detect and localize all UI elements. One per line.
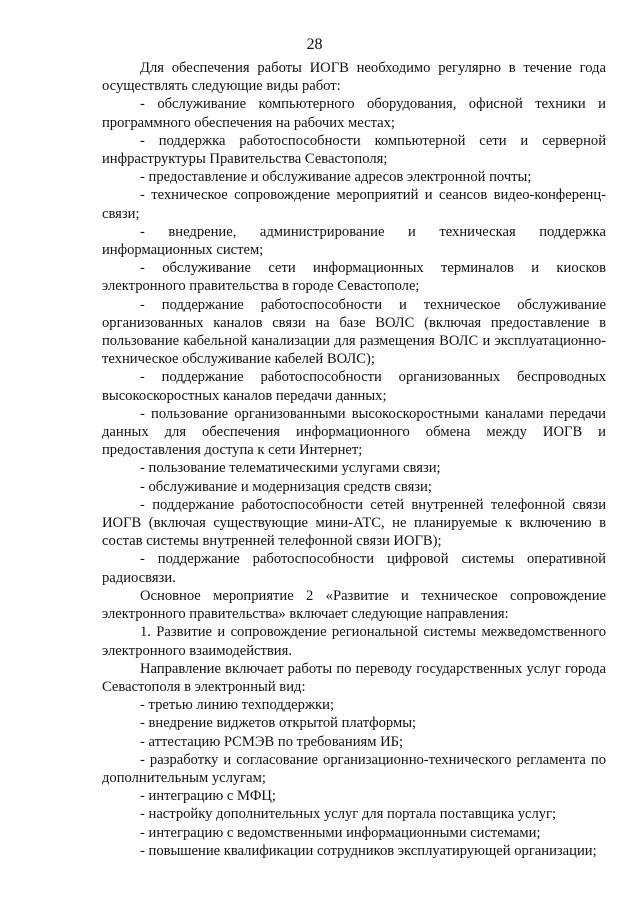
numbered-item: 1. Развитие и сопровождение региональной системы межведомственного электронного взаимодействия.	[102, 624, 606, 659]
list-item: - предоставление и обслуживание адресов электронной почты;	[140, 169, 532, 186]
list-item: - поддержка работоспособности компьютерной сети и серверной инфраструктуры Правительства Севастополя;	[102, 132, 606, 168]
list-item: - пользование организованными высокоскоростными каналами передачи данных для обеспечения информационного обмена между ИОГВ и предоставления доступа к сети Интернет;	[102, 405, 606, 459]
list-item: - аттестацию РСМЭВ по требованиям ИБ;	[140, 733, 404, 750]
list-item: - обслуживание и модернизация средств связи;	[140, 478, 432, 495]
paragraph-main-activity: Основное мероприятие 2 «Развитие и техническое сопровождение электронного правительства» включает следующие направления:	[102, 587, 606, 623]
list-item: - третью линию техподдержки;	[140, 697, 334, 714]
list-item: - обслуживание сети информационных терминалов и киосков электронного правительства в городе Севастополе;	[102, 260, 606, 295]
list-item: - поддержание работоспособности сетей внутренней телефонной связи ИОГВ (включая существующие мини-АТС, не планируемые к включению в состав системы внутренней телефонной связи ИОГВ);	[102, 496, 606, 550]
list-item: - техническое сопровождение мероприятий и сеансов видео-конференц-связи;	[102, 187, 606, 222]
list-item: - интеграцию с МФЦ;	[140, 788, 276, 805]
paragraph-direction: Направление включает работы по переводу государственных услуг города Севастополя в электронный вид:	[102, 660, 606, 695]
document-body	[102, 59, 606, 860]
list-item: - внедрение, администрирование и техническая поддержка информационных систем;	[102, 223, 606, 259]
list-item: - повышение квалификации сотрудников эксплуатирующей организации;	[140, 842, 597, 859]
list-item: - настройку дополнительных услуг для портала поставщика услуг;	[140, 806, 557, 823]
page-number: 28	[306, 36, 323, 53]
list-item: - интеграцию с ведомственными информационными системами;	[140, 824, 541, 841]
paragraph-intro: Для обеспечения работы ИОГВ необходимо регулярно в течение года осуществлять следующие виды работ:	[102, 60, 606, 95]
list-item: - обслуживание компьютерного оборудования, офисной техники и программного обеспечения на рабочих местах;	[102, 96, 606, 131]
list-item: - поддержание работоспособности цифровой системы оперативной радиосвязи.	[102, 551, 606, 586]
list-item: - разработку и согласование организационно-технического регламента по дополнительным услугам;	[102, 751, 606, 786]
list-item: - поддержание работоспособности организованных беспроводных высокоскоростных каналов передачи данных;	[102, 369, 606, 404]
list-item: - поддержание работоспособности и техническое обслуживание организованных каналов связи на базе ВОЛС (включая предоставление в пользование кабельной канализации для размещения ВОЛС и эксплуатационно-техническое обслуживание кабелей ВОЛС);	[102, 296, 606, 368]
list-item: - пользование телематическими услугами связи;	[140, 460, 441, 477]
list-item: - внедрение виджетов открытой платформы;	[140, 715, 417, 732]
